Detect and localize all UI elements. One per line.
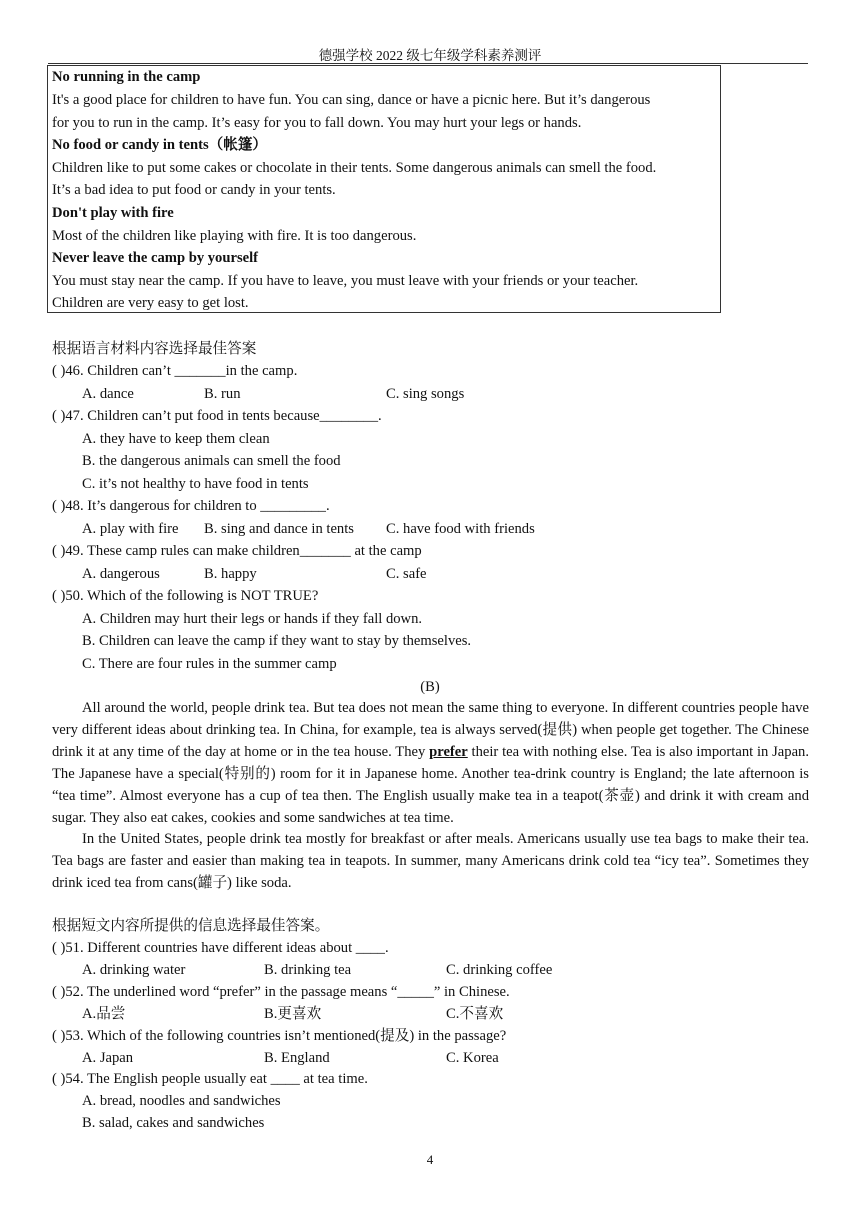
rule-text: You must stay near the camp. If you have to leave, you must leave with your friends or your teacher. <box>52 273 639 289</box>
question-50: ( )50. Which of the following is NOT TRUE? <box>52 588 319 604</box>
rule-text: Most of the children like playing with fire. It is too dangerous. <box>52 228 417 244</box>
rule-heading: No food or candy in tents（帐篷） <box>52 137 268 153</box>
option: B. happy <box>204 566 257 582</box>
underlined-word-prefer: prefer <box>429 743 468 760</box>
rule-heading: Don't play with fire <box>52 205 174 221</box>
option: C. Korea <box>446 1050 499 1066</box>
rule-heading: Never leave the camp by yourself <box>52 250 259 266</box>
section-b-label: (B) <box>420 679 440 695</box>
question-54: ( )54. The English people usually eat ____ at tea time. <box>52 1071 368 1087</box>
passage-text: All around the world, people drink tea. But tea does not mean the same thing to everyone. In different countries people have very different ideas about drinking tea. In China, for example, tea is always served(提供) when people get together. The Chinese drink it at any time of the day at home or in the tea house. They <box>52 700 809 760</box>
section-a-instruction: 根据语言材料内容选择最佳答案 <box>52 341 257 357</box>
option: A. play with fire <box>82 521 179 537</box>
page-number: 4 <box>426 1152 434 1167</box>
section-b-instruction: 根据短文内容所提供的信息选择最佳答案。 <box>52 918 330 934</box>
option: C. There are four rules in the summer camp <box>82 656 337 672</box>
rule-text: for you to run in the camp. It’s easy for you to fall down. You may hurt your legs or hands. <box>52 115 582 131</box>
option: C. drinking coffee <box>446 962 553 978</box>
option: A. they have to keep them clean <box>82 431 270 447</box>
page-header-title: 德强学校 2022 级七年级学科素养测评 <box>318 48 542 63</box>
rule-text: It's a good place for children to have fun. You can sing, dance or have a picnic here. But it’s dangerous <box>52 92 651 108</box>
question-51: ( )51. Different countries have different ideas about ____. <box>52 940 389 956</box>
option: A. dangerous <box>82 566 160 582</box>
option: B. drinking tea <box>264 962 352 978</box>
option: A. dance <box>82 386 134 402</box>
question-49: ( )49. These camp rules can make children_______ at the camp <box>52 543 422 559</box>
option: C. it’s not healthy to have food in tents <box>82 476 309 492</box>
option: C. have food with friends <box>386 521 535 537</box>
rule-text: Children are very easy to get lost. <box>52 295 249 311</box>
rule-text: Children like to put some cakes or chocolate in their tents. Some dangerous animals can smell the food. <box>52 160 657 176</box>
question-53: ( )53. Which of the following countries isn’t mentioned(提及) in the passage? <box>52 1028 507 1044</box>
header-divider <box>48 63 808 64</box>
option: C. safe <box>386 566 427 582</box>
option: B. Children can leave the camp if they want to stay by themselves. <box>82 633 472 649</box>
option: B. sing and dance in tents <box>204 521 354 537</box>
option: B. salad, cakes and sandwiches <box>82 1115 265 1131</box>
option: B. England <box>264 1050 330 1066</box>
passage-b <box>52 698 809 895</box>
option: C.不喜欢 <box>446 1006 504 1022</box>
passage-text: their tea with nothing else. Tea is also important in Japan. The Japanese have a special(特别的) room for it in Japanese home. Another tea-drink country is England; the late afternoon is “tea time”. Almost everyone has a cup of tea then. The English usually make tea in a teapot(茶壶) and drink it with cream and sugar. They also eat cakes, cookies and some sandwiches at tea time. <box>52 743 810 826</box>
option: A. Children may hurt their legs or hands if they fall down. <box>82 611 423 627</box>
question-47: ( )47. Children can’t put food in tents because________. <box>52 408 382 424</box>
option: A.品尝 <box>82 1006 126 1022</box>
option: A. bread, noodles and sandwiches <box>82 1093 281 1109</box>
option: C. sing songs <box>386 386 465 402</box>
option: B. the dangerous animals can smell the food <box>82 453 341 469</box>
option: B.更喜欢 <box>264 1006 322 1022</box>
option: A. drinking water <box>82 962 186 978</box>
option: B. run <box>204 386 241 402</box>
question-46: ( )46. Children can’t _______in the camp. <box>52 363 298 379</box>
question-48: ( )48. It’s dangerous for children to _________. <box>52 498 330 514</box>
passage-paragraph-1 <box>52 698 809 829</box>
question-52: ( )52. The underlined word “prefer” in the passage means “_____” in Chinese. <box>52 984 510 1000</box>
rule-heading: No running in the camp <box>52 69 201 85</box>
rule-text: It’s a bad idea to put food or candy in your tents. <box>52 182 336 198</box>
passage-paragraph-2: In the United States, people drink tea mostly for breakfast or after meals. Americans usually use tea bags to make their tea. Tea bags are faster and easier than making tea in teapots. In summer, many Americans drink cold tea “icy tea”. Sometimes they drink iced tea from cans(罐子) like soda. <box>52 831 809 892</box>
option: A. Japan <box>82 1050 134 1066</box>
